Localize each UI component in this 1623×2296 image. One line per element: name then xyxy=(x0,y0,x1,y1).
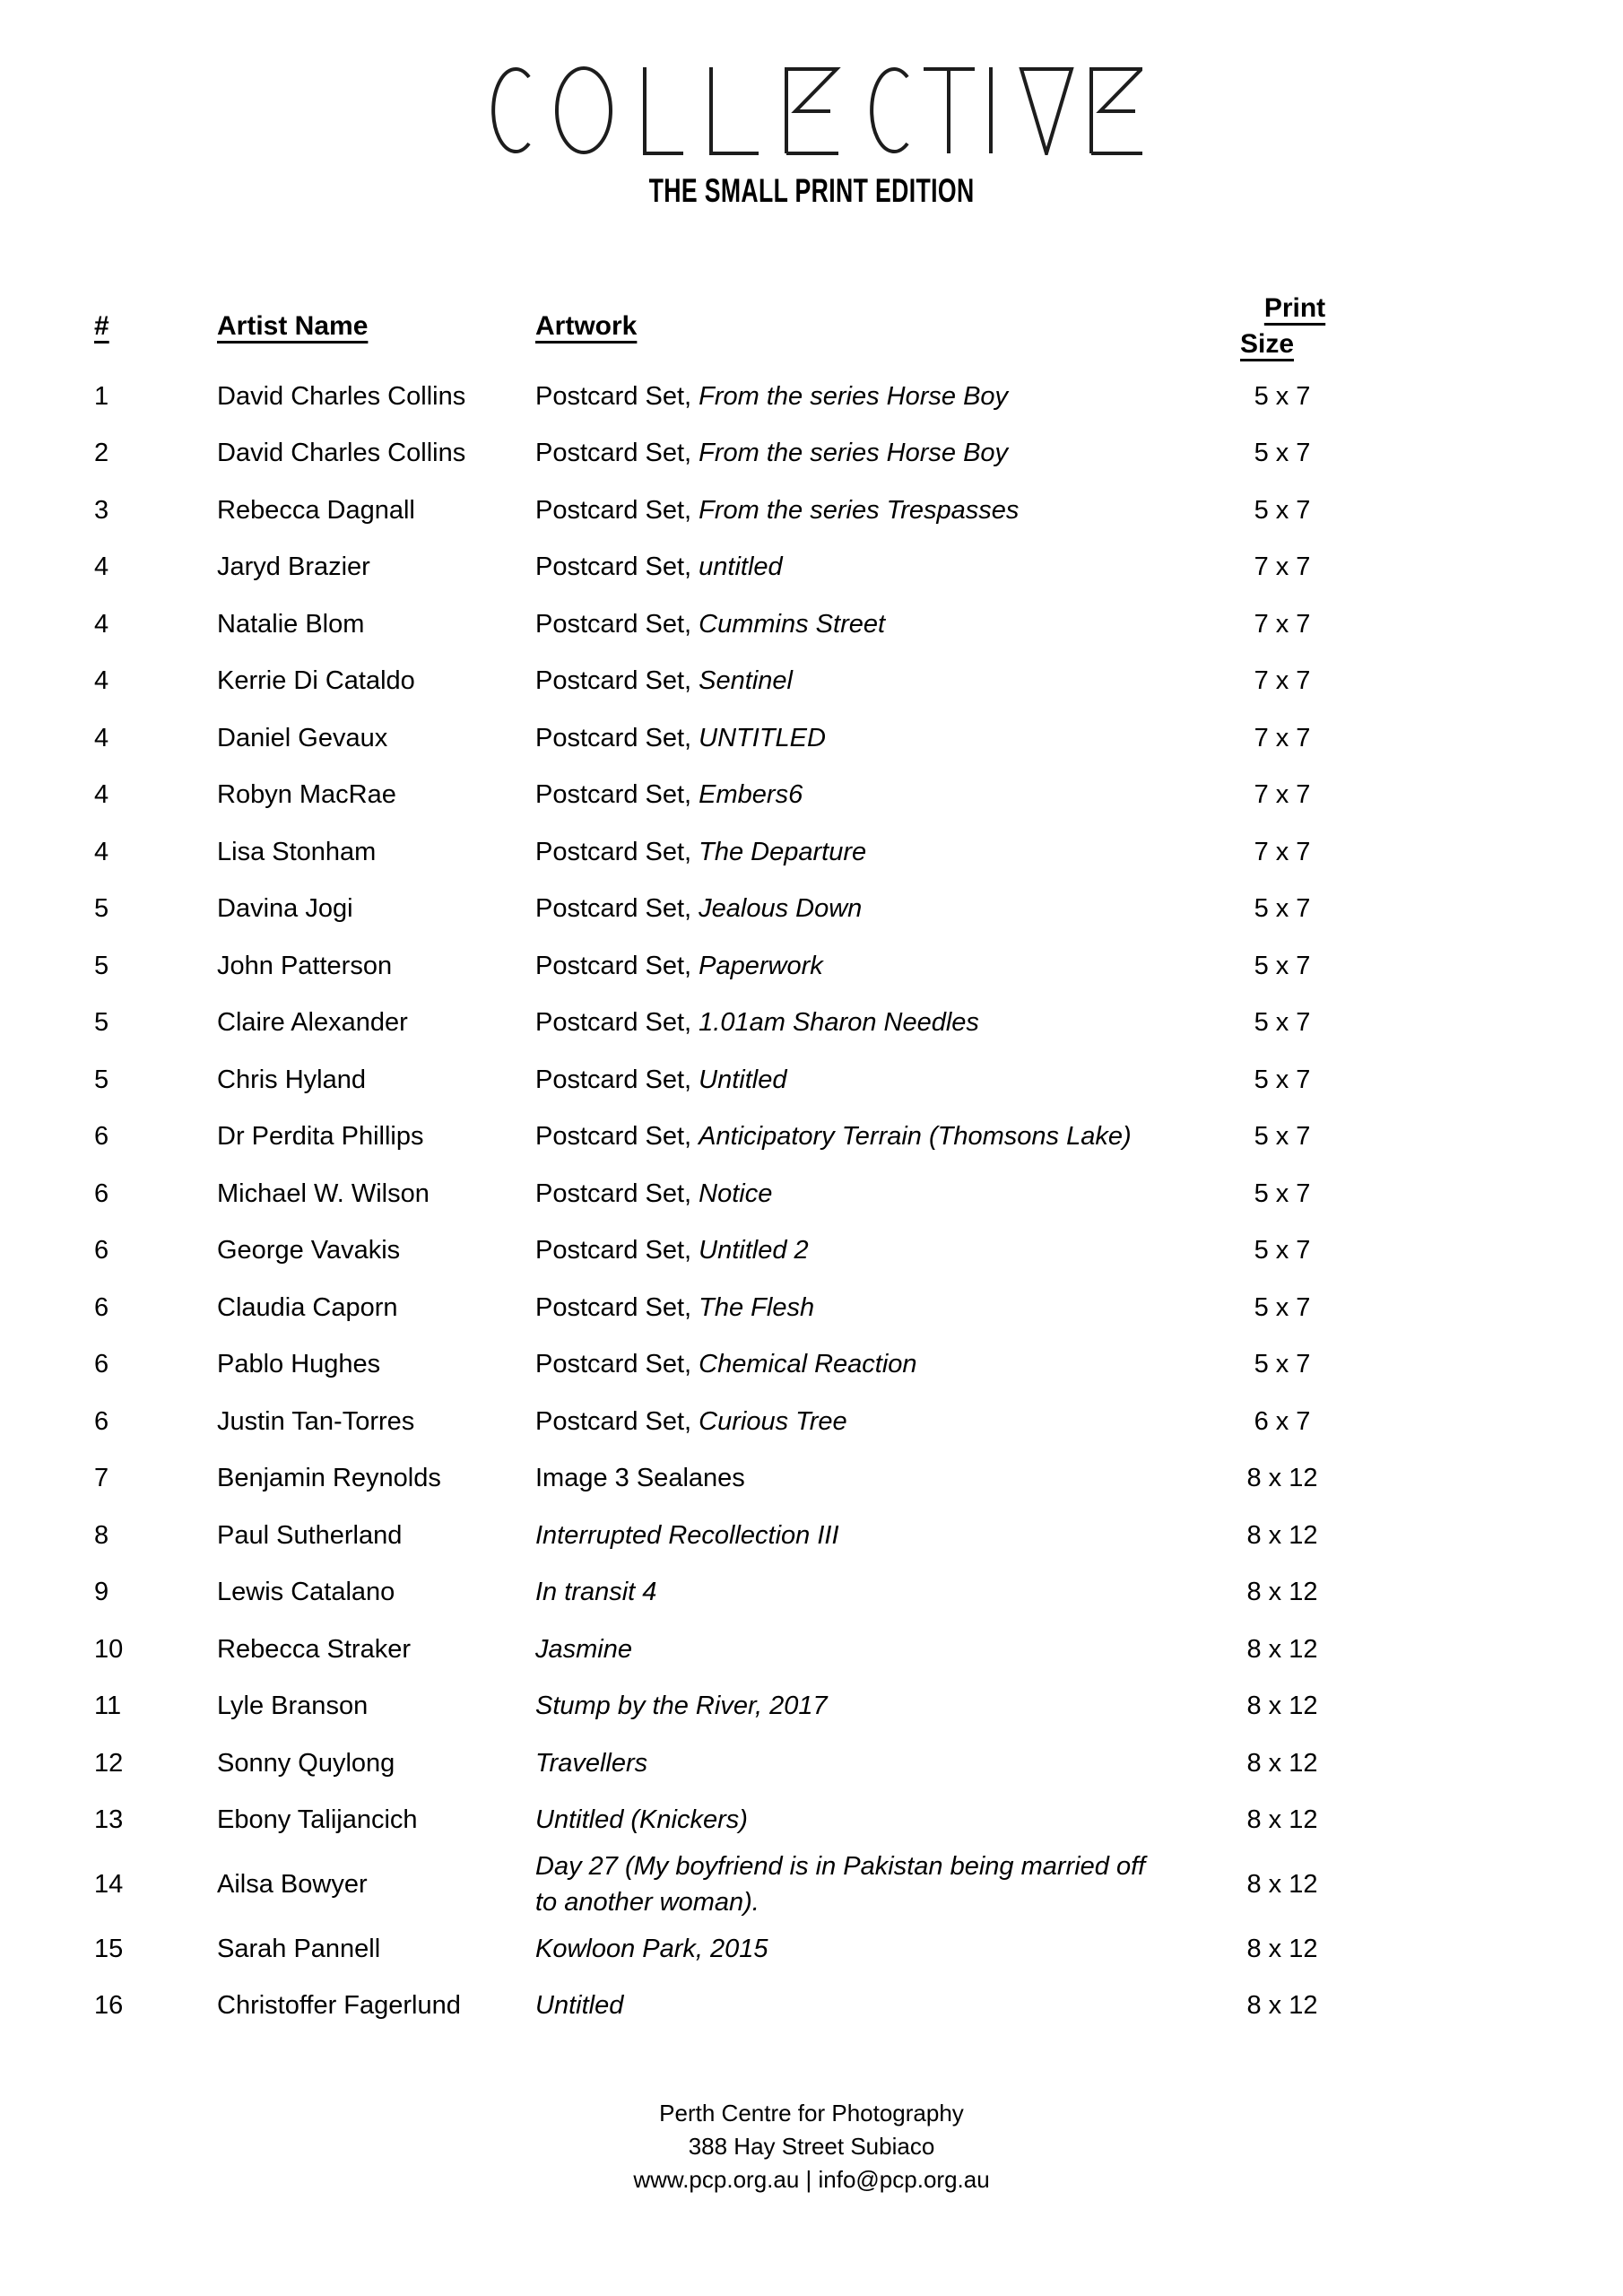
row-number: 9 xyxy=(94,1578,109,1607)
row-print-size: 8 x 12 xyxy=(1246,1520,1318,1550)
table-row xyxy=(94,1165,1511,1222)
row-artwork-title: Untitled xyxy=(699,1065,787,1094)
row-artwork xyxy=(535,549,1148,585)
row-artwork xyxy=(535,1404,1148,1439)
row-artwork-title: From the series Horse Boy xyxy=(699,439,1009,468)
table-row xyxy=(94,1336,1511,1394)
table-row xyxy=(94,1393,1511,1450)
row-artwork-prefix: Postcard Set, xyxy=(535,1065,699,1094)
row-artist-name: Chris Hyland xyxy=(217,1065,366,1094)
row-number: 13 xyxy=(94,1805,124,1835)
table-row xyxy=(94,995,1511,1052)
row-artwork-prefix: Postcard Set, xyxy=(535,1008,699,1038)
footer-address: 388 Hay Street Subiaco xyxy=(688,2133,935,2160)
row-artwork xyxy=(535,1987,1148,2023)
row-number: 4 xyxy=(94,666,109,696)
row-print-size: 7 x 7 xyxy=(1254,552,1311,582)
row-artwork-prefix: Postcard Set, xyxy=(535,552,699,582)
row-artwork xyxy=(535,1631,1148,1667)
row-number: 3 xyxy=(94,495,109,525)
table-row xyxy=(94,709,1511,767)
row-artwork-title: Jealous Down xyxy=(699,894,863,924)
row-artwork-title: The Flesh xyxy=(699,1292,815,1322)
row-print-size: 8 x 12 xyxy=(1246,1934,1318,1963)
row-artwork-title: Stump by the River, 2017 xyxy=(535,1692,828,1721)
table-row xyxy=(94,596,1511,653)
row-artwork xyxy=(535,1062,1148,1098)
row-number: 4 xyxy=(94,723,109,752)
table-row xyxy=(94,539,1511,596)
row-artwork xyxy=(535,663,1148,699)
row-number: 8 xyxy=(94,1520,109,1550)
table-row xyxy=(94,1678,1511,1735)
row-number: 16 xyxy=(94,1991,124,2021)
collective-wordmark-svg xyxy=(481,65,1142,155)
row-artwork-title: Untitled xyxy=(535,1991,624,2021)
row-artwork-title: Jasmine xyxy=(535,1634,632,1664)
row-artist-name: Lisa Stonham xyxy=(217,837,377,866)
row-artwork xyxy=(535,777,1148,813)
footer xyxy=(0,2097,1623,2196)
table-row xyxy=(94,1621,1511,1678)
logo-letter-E1 xyxy=(786,67,838,153)
table-row xyxy=(94,1978,1511,2035)
row-artist-name: Justin Tan-Torres xyxy=(217,1406,415,1436)
row-artwork-prefix: Postcard Set, xyxy=(535,609,699,639)
row-number: 4 xyxy=(94,609,109,639)
row-artwork xyxy=(535,378,1148,414)
row-artwork-title: Day 27 (My boyfriend is in Pakistan being married off to another woman). xyxy=(535,1852,1146,1917)
row-artwork-prefix: Postcard Set, xyxy=(535,439,699,468)
row-print-size: 8 x 12 xyxy=(1246,1634,1318,1664)
logo-letter-C2 xyxy=(872,69,907,152)
row-artwork-title: Travellers xyxy=(535,1748,648,1778)
table-row xyxy=(94,1109,1511,1166)
table-row xyxy=(94,1792,1511,1849)
header-artwork: Artwork xyxy=(535,311,638,341)
row-artist-name: David Charles Collins xyxy=(217,381,466,411)
row-print-size: 5 x 7 xyxy=(1254,951,1311,980)
row-artwork xyxy=(535,1802,1148,1838)
row-artwork xyxy=(535,1176,1148,1212)
row-artwork-title: untitled xyxy=(699,552,783,582)
table-row xyxy=(94,368,1511,425)
table-header-row xyxy=(94,285,1417,368)
row-print-size: 7 x 7 xyxy=(1254,609,1311,639)
row-number: 15 xyxy=(94,1934,124,1963)
table-row xyxy=(94,767,1511,824)
table-row xyxy=(94,937,1511,995)
row-number: 5 xyxy=(94,894,109,924)
row-number: 5 xyxy=(94,1008,109,1038)
row-artwork xyxy=(535,1460,1148,1496)
row-artwork-prefix: Postcard Set, xyxy=(535,1406,699,1436)
header-print-size-line2: Size xyxy=(1239,329,1295,359)
row-number: 11 xyxy=(94,1692,122,1721)
table-row xyxy=(94,881,1511,938)
row-artist-name: Michael W. Wilson xyxy=(217,1178,430,1208)
row-print-size: 5 x 7 xyxy=(1254,381,1311,411)
table-row xyxy=(94,1564,1511,1622)
row-number: 4 xyxy=(94,780,109,810)
row-print-size: 5 x 7 xyxy=(1254,1350,1311,1379)
row-artwork-prefix: Postcard Set, xyxy=(535,951,699,980)
row-print-size: 8 x 12 xyxy=(1246,1464,1318,1493)
row-number: 1 xyxy=(94,381,109,411)
row-artwork-title: The Departure xyxy=(699,837,867,866)
row-number: 14 xyxy=(94,1870,124,1899)
row-number: 12 xyxy=(94,1748,124,1778)
row-artist-name: Sonny Quylong xyxy=(217,1748,395,1778)
table-row xyxy=(94,1920,1511,1978)
row-number: 4 xyxy=(94,837,109,866)
row-artwork-prefix: Postcard Set, xyxy=(535,780,699,810)
row-print-size: 8 x 12 xyxy=(1246,1692,1318,1721)
row-artwork-title: Notice xyxy=(699,1178,773,1208)
row-artist-name: John Patterson xyxy=(217,951,393,980)
row-artwork-title: Paperwork xyxy=(699,951,823,980)
row-print-size: 8 x 12 xyxy=(1246,1870,1318,1899)
row-print-size: 7 x 7 xyxy=(1254,780,1311,810)
row-artwork-title: Untitled (Knickers) xyxy=(535,1805,748,1835)
row-artwork-prefix: Postcard Set, xyxy=(535,1236,699,1265)
row-artwork-title: Interrupted Recollection III xyxy=(535,1520,839,1550)
row-artwork-title: Untitled 2 xyxy=(699,1236,809,1265)
row-print-size: 5 x 7 xyxy=(1254,1065,1311,1094)
row-artwork xyxy=(535,1290,1148,1326)
row-print-size: 8 x 12 xyxy=(1246,1805,1318,1835)
row-artwork-prefix: Postcard Set, xyxy=(535,666,699,696)
row-artwork xyxy=(535,1118,1148,1154)
row-artwork-prefix: Postcard Set, xyxy=(535,1350,699,1379)
row-artwork-prefix: Postcard Set, xyxy=(535,723,699,752)
row-number: 6 xyxy=(94,1236,109,1265)
row-artwork xyxy=(535,1346,1148,1382)
row-print-size: 8 x 12 xyxy=(1246,1578,1318,1607)
row-number: 6 xyxy=(94,1292,109,1322)
row-artwork xyxy=(535,720,1148,756)
logo-letter-L1 xyxy=(645,67,683,153)
footer-organisation: Perth Centre for Photography xyxy=(659,2100,964,2126)
row-number: 5 xyxy=(94,1065,109,1094)
row-print-size: 5 x 7 xyxy=(1254,495,1311,525)
row-number: 2 xyxy=(94,439,109,468)
table-body xyxy=(94,368,1511,2034)
row-print-size: 5 x 7 xyxy=(1254,1122,1311,1152)
row-artist-name: Jaryd Brazier xyxy=(217,552,370,582)
logo-letter-C1 xyxy=(493,69,529,152)
row-artwork xyxy=(535,1004,1148,1040)
row-artist-name: Benjamin Reynolds xyxy=(217,1464,441,1493)
logo-letter-L2 xyxy=(711,67,759,153)
logo-letter-O xyxy=(557,68,611,152)
row-print-size: 5 x 7 xyxy=(1254,894,1311,924)
row-number: 6 xyxy=(94,1178,109,1208)
row-artwork-prefix: Postcard Set, xyxy=(535,1292,699,1322)
row-artwork xyxy=(535,1232,1148,1268)
row-artist-name: Ailsa Bowyer xyxy=(217,1870,368,1899)
row-artwork-title: Embers6 xyxy=(699,780,803,810)
row-artwork xyxy=(535,1688,1148,1724)
row-artwork-title: In transit 4 xyxy=(535,1578,657,1607)
row-artwork xyxy=(535,834,1148,870)
table-row xyxy=(94,1279,1511,1336)
row-print-size: 7 x 7 xyxy=(1254,837,1311,866)
row-artist-name: David Charles Collins xyxy=(217,439,466,468)
row-artist-name: Natalie Blom xyxy=(217,609,365,639)
row-print-size: 8 x 12 xyxy=(1246,1748,1318,1778)
row-artwork-prefix: Postcard Set, xyxy=(535,381,699,411)
row-artwork-title: 1.01am Sharon Needles xyxy=(699,1008,979,1038)
row-artist-name: Lyle Branson xyxy=(217,1692,369,1721)
row-artist-name: Rebecca Straker xyxy=(217,1634,411,1664)
row-artwork-prefix: Postcard Set, xyxy=(535,837,699,866)
logo-letter-V xyxy=(1021,69,1072,153)
row-artwork-title: Curious Tree xyxy=(699,1406,847,1436)
row-artwork-prefix: Postcard Set, xyxy=(535,495,699,525)
header-artist-name: Artist Name xyxy=(217,311,369,341)
row-artwork xyxy=(535,1574,1148,1610)
row-artwork xyxy=(535,948,1148,984)
row-number: 6 xyxy=(94,1122,109,1152)
row-artist-name: Ebony Talijancich xyxy=(217,1805,418,1835)
row-artwork xyxy=(535,1848,1148,1920)
table-row xyxy=(94,1051,1511,1109)
row-artwork-prefix: Postcard Set, xyxy=(535,1178,699,1208)
row-artist-name: Claudia Caporn xyxy=(217,1292,398,1322)
row-artwork xyxy=(535,606,1148,642)
row-number: 6 xyxy=(94,1406,109,1436)
table-row xyxy=(94,1507,1511,1564)
row-print-size: 6 x 7 xyxy=(1254,1406,1311,1436)
row-print-size: 7 x 7 xyxy=(1254,723,1311,752)
row-artist-name: Sarah Pannell xyxy=(217,1934,381,1963)
row-artwork xyxy=(535,1745,1148,1781)
row-artwork-title: Chemical Reaction xyxy=(699,1350,917,1379)
table-row xyxy=(94,1222,1511,1280)
table-row xyxy=(94,1735,1511,1792)
row-print-size: 5 x 7 xyxy=(1254,1236,1311,1265)
row-artwork-title: From the series Trespasses xyxy=(699,495,1020,525)
row-artwork-title: UNTITLED xyxy=(699,723,826,752)
row-number: 4 xyxy=(94,552,109,582)
row-artwork-title: Sentinel xyxy=(699,666,793,696)
row-artwork-title: Kowloon Park, 2015 xyxy=(535,1934,768,1963)
row-print-size: 5 x 7 xyxy=(1254,439,1311,468)
row-artist-name: Davina Jogi xyxy=(217,894,353,924)
row-artwork xyxy=(535,492,1148,528)
row-artist-name: Dr Perdita Phillips xyxy=(217,1122,424,1152)
row-number: 6 xyxy=(94,1350,109,1379)
row-print-size: 5 x 7 xyxy=(1254,1178,1311,1208)
row-artwork-title: From the series Horse Boy xyxy=(699,381,1009,411)
row-artwork-title: Anticipatory Terrain (Thomsons Lake) xyxy=(699,1122,1132,1152)
header-number: # xyxy=(94,311,109,341)
header-print-size xyxy=(1148,291,1417,362)
table-row xyxy=(94,482,1511,539)
logo-letter-E2 xyxy=(1091,67,1142,153)
row-artwork-prefix: Postcard Set, xyxy=(535,894,699,924)
row-artwork xyxy=(535,891,1148,926)
row-artist-name: Lewis Catalano xyxy=(217,1578,395,1607)
table-row xyxy=(94,653,1511,710)
table-row xyxy=(94,1450,1511,1508)
header-print-size-line1: Print xyxy=(1263,293,1326,323)
row-artist-name: Kerrie Di Cataldo xyxy=(217,666,415,696)
row-artwork xyxy=(535,1518,1148,1553)
row-artist-name: Daniel Gevaux xyxy=(217,723,388,752)
row-artist-name: Robyn MacRae xyxy=(217,780,396,810)
row-artwork-prefix: Image 3 Sealanes xyxy=(535,1464,745,1493)
logo-subtitle xyxy=(0,172,1623,210)
row-print-size: 7 x 7 xyxy=(1254,666,1311,696)
row-artist-name: Christoffer Fagerlund xyxy=(217,1991,461,2021)
table-row xyxy=(94,1848,1511,1920)
row-artist-name: Pablo Hughes xyxy=(217,1350,381,1379)
row-artwork-title: Cummins Street xyxy=(699,609,886,639)
row-artist-name: Paul Sutherland xyxy=(217,1520,403,1550)
logo-letter-T xyxy=(924,69,975,153)
row-artwork-prefix: Postcard Set, xyxy=(535,1122,699,1152)
row-artist-name: Claire Alexander xyxy=(217,1008,408,1038)
footer-contact: www.pcp.org.au | info@pcp.org.au xyxy=(633,2166,990,2193)
row-print-size: 5 x 7 xyxy=(1254,1008,1311,1038)
row-number: 7 xyxy=(94,1464,109,1493)
row-print-size: 5 x 7 xyxy=(1254,1292,1311,1322)
row-number: 10 xyxy=(94,1634,124,1664)
row-number: 5 xyxy=(94,951,109,980)
row-artist-name: Rebecca Dagnall xyxy=(217,495,415,525)
row-artist-name: George Vavakis xyxy=(217,1236,401,1265)
row-artwork xyxy=(535,1931,1148,1967)
table-row xyxy=(94,823,1511,881)
collective-logo xyxy=(0,65,1623,155)
table-row xyxy=(94,425,1511,483)
logo-subtitle-text: THE SMALL PRINT EDITION xyxy=(648,172,975,209)
row-print-size: 8 x 12 xyxy=(1246,1991,1318,2021)
row-artwork xyxy=(535,435,1148,471)
